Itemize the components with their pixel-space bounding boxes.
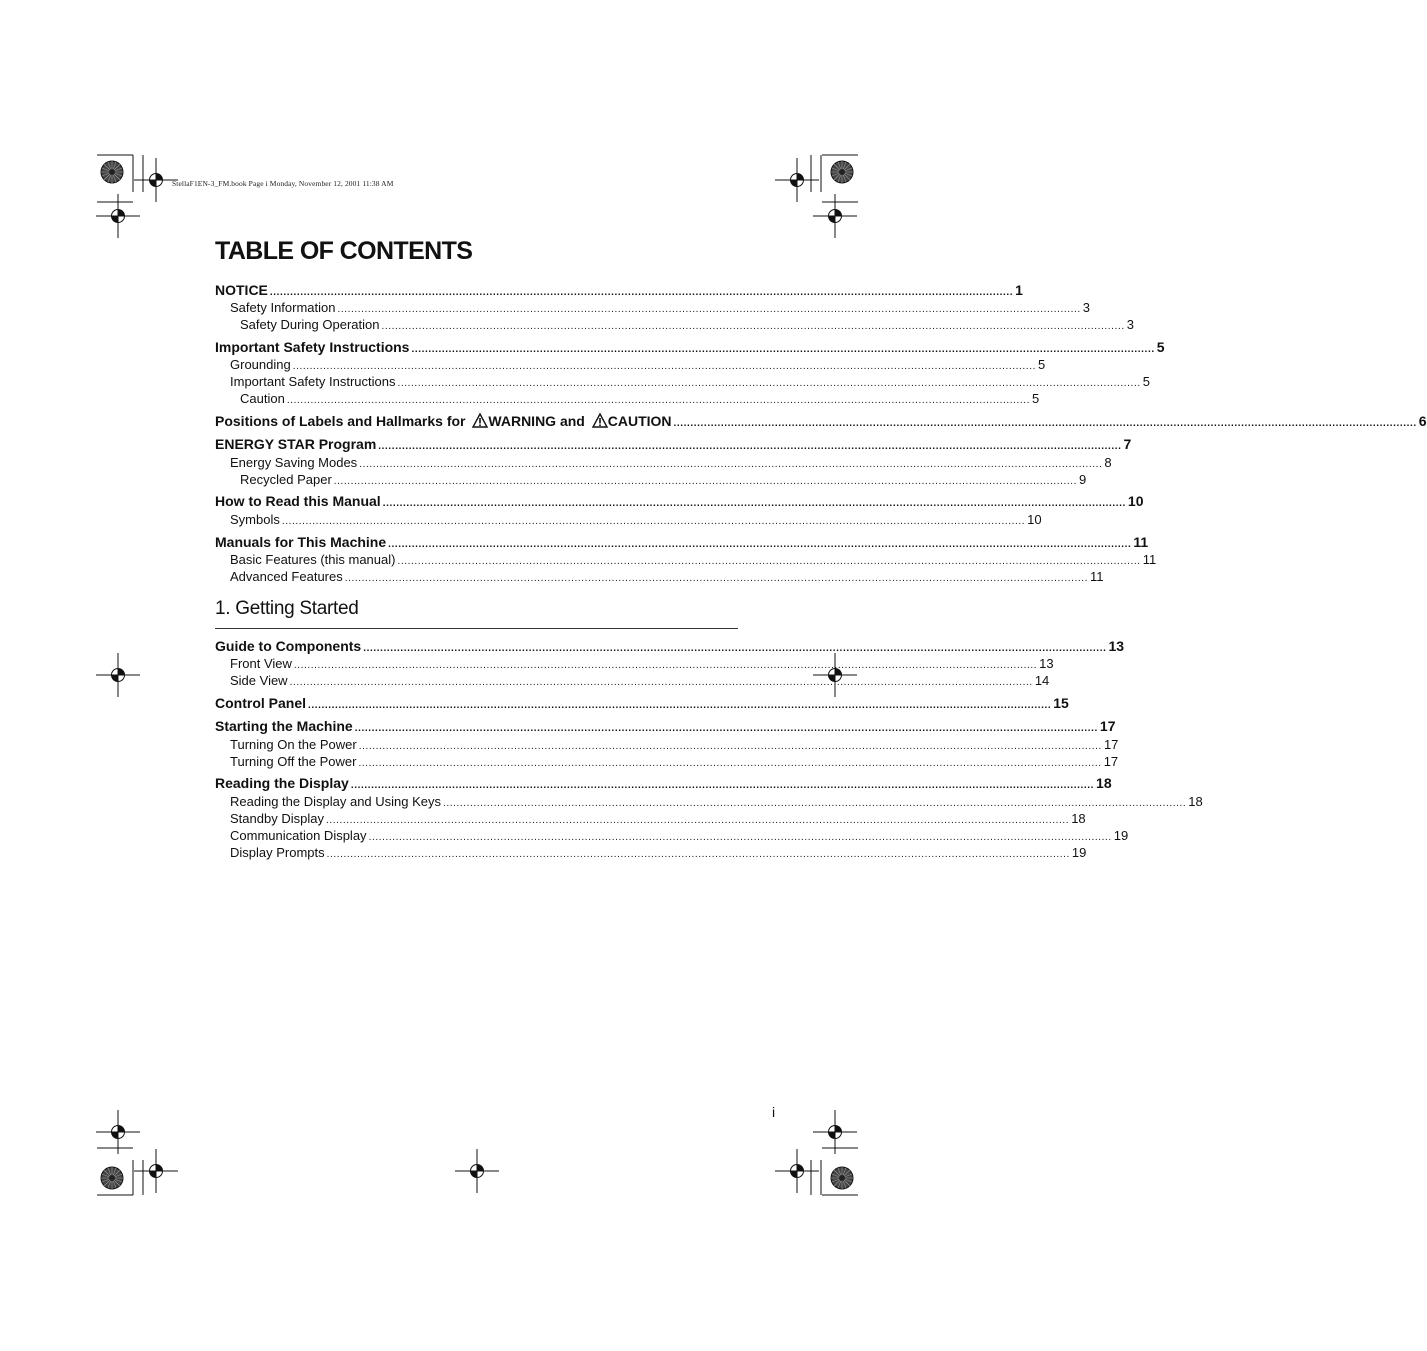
toc-entry-label: Guide to Components [215,638,362,654]
toc-entry-label: ENERGY STAR Program [215,436,377,452]
dot-leader: ............................................................................................................................................................................................................................ [289,677,1033,688]
toc-entry[interactable] [215,493,1144,509]
dot-leader: ............................................................................................................................................................................................................................ [337,304,1081,315]
toc-entry[interactable] [215,794,1203,809]
toc-entry-page: 9 [1079,472,1087,487]
dot-leader: ............................................................................................................................................................................................................................ [350,780,1095,791]
toc-entry[interactable] [215,718,1116,734]
crosshair-registration-icon [96,194,140,238]
dot-leader: ............................................................................................................................................................................................................................ [293,660,1038,671]
toc-entry-label: Caution [240,391,285,406]
toc-entry[interactable] [215,811,1086,826]
toc-entry[interactable] [215,317,1134,332]
crosshair-registration-icon [813,1110,857,1154]
toc-entry-page: 5 [1156,339,1165,355]
radial-color-target-icon [831,161,853,183]
toc-entry[interactable] [215,512,1042,527]
radial-color-target-icon [101,161,123,183]
chapter-heading: 1. Getting Started [215,598,738,629]
crosshair-registration-icon [813,194,857,238]
toc-entry-page: 18 [1188,794,1203,809]
dot-leader: ............................................................................................................................................................................................................................ [281,516,1026,527]
toc-entry-label: Important Safety Instructions [230,374,396,389]
toc-entry[interactable] [215,455,1112,470]
crosshair-registration-icon [134,1149,178,1193]
dot-leader: ............................................................................................................................................................................................................................ [286,395,1031,406]
toc-entry-label [215,413,672,429]
toc-entry-label: Control Panel [215,695,307,711]
toc-entry[interactable] [215,673,1050,688]
crosshair-registration-icon [775,1149,819,1193]
crosshair-registration-icon [96,1110,140,1154]
toc-entry[interactable] [215,656,1054,671]
dot-leader: ............................................................................................................................................................................................................................ [378,441,1122,452]
toc-entry-page: 7 [1123,436,1132,452]
toc-entry-page: 5 [1037,357,1046,372]
toc-entry-page: 3 [1082,300,1090,315]
toc-entry-label-part: WARNING and [488,413,589,429]
dot-leader: ............................................................................................................................................................................................................................ [325,815,1070,826]
toc-entry-page: 11 [1133,534,1149,550]
toc-entry-label: Important Safety Instructions [215,339,410,355]
toc-entry-label-part: Positions of Labels and Hallmarks for [215,413,470,429]
toc-entry-label: Symbols [230,512,280,527]
warning-triangle-icon [472,413,488,428]
toc-entry[interactable] [215,391,1040,406]
toc-entry-page: 8 [1104,455,1112,470]
toc-entry-label: Turning Off the Power [230,754,357,769]
toc-entry[interactable] [215,472,1087,487]
dot-leader: ............................................................................................................................................................................................................................ [368,832,1112,843]
dot-leader: ............................................................................................................................................................................................................................ [363,643,1107,654]
page-title: TABLE OF CONTENTS [215,237,473,265]
toc-entry-page: 5 [1142,374,1150,389]
toc-entry-label: Grounding [230,357,291,372]
toc-entry-page: 14 [1034,673,1050,688]
toc-entry-label: Turning On the Power [230,737,357,752]
toc-entry-page: 18 [1096,775,1112,791]
dot-leader: ............................................................................................................................................................................................................................ [358,758,1102,769]
toc-entry[interactable] [215,552,1157,567]
toc-entry-page: 5 [1032,391,1040,406]
toc-entry-label: Safety During Operation [240,317,380,332]
toc-entry[interactable] [215,754,1119,769]
toc-entry-label: How to Read this Manual [215,493,381,509]
dot-leader: ............................................................................................................................................................................................................................ [381,321,1125,332]
toc-entry[interactable] [215,638,1125,654]
toc-entry-label: Reading the Display [215,775,349,791]
toc-entry-page: 13 [1108,638,1125,654]
toc-entry-label: Communication Display [230,828,367,843]
toc-entry[interactable] [215,357,1046,372]
dot-leader: ............................................................................................................................................................................................................................ [292,361,1036,372]
toc-entry-label: Standby Display [230,811,324,826]
toc-entry[interactable] [215,775,1112,791]
toc-entry-page: 17 [1103,754,1119,769]
toc-entry-page: 15 [1053,695,1069,711]
toc-entry-page: 17 [1099,718,1116,734]
toc-entry-label: Energy Saving Modes [230,455,358,470]
toc-entry[interactable] [215,737,1119,752]
toc-entry-label: Recycled Paper [240,472,332,487]
toc-entry-label: Reading the Display and Using Keys [230,794,442,809]
toc-entry-page: 11 [1089,569,1104,584]
toc-entry[interactable] [215,569,1104,584]
warning-triangle-icon [592,413,608,428]
toc-entry[interactable] [215,695,1069,711]
dot-leader: ............................................................................................................................................................................................................................ [269,287,1014,298]
toc-entry-label: Display Prompts [230,845,325,860]
toc-entry-page: 19 [1071,845,1087,860]
radial-color-target-icon [101,1167,123,1189]
toc-entry-label: Starting the Machine [215,718,353,734]
dot-leader: ............................................................................................................................................................................................................................ [354,723,1098,734]
dot-leader: ............................................................................................................................................................................................................................ [397,556,1141,567]
dot-leader: ............................................................................................................................................................................................................................ [443,798,1187,809]
radial-color-target-icon [831,1167,853,1189]
toc-entry[interactable] [215,374,1150,389]
toc-entry[interactable] [215,828,1129,843]
crosshair-registration-icon [455,1149,499,1193]
toc-entry-page: 10 [1027,512,1042,527]
toc-entry[interactable] [215,339,1165,355]
toc-entry-page: 1 [1015,282,1023,298]
dot-leader: ............................................................................................................................................................................................................................ [411,344,1155,355]
toc-entry-label: Advanced Features [230,569,343,584]
toc-entry-label-part: CAUTION [607,413,672,429]
dot-leader: ............................................................................................................................................................................................................................ [344,573,1088,584]
dot-leader: ............................................................................................................................................................................................................................ [358,741,1102,752]
toc-entry-label: Front View [230,656,292,671]
file-header-line: StellaF1EN-3_FM.book Page i Monday, November 12, 2001 11:38 AM [172,179,394,188]
dot-leader: ............................................................................................................................................................................................................................ [673,418,1417,429]
toc-entry[interactable] [215,436,1132,452]
crosshair-registration-icon [96,653,140,697]
toc-entry[interactable] [215,845,1087,860]
page-number: i [772,1104,776,1120]
toc-entry[interactable] [215,413,1427,429]
toc-entry-label: Manuals for This Machine [215,534,387,550]
toc-entry-page: 3 [1126,317,1134,332]
toc-entry-page: 19 [1113,828,1129,843]
dot-leader: ............................................................................................................................................................................................................................ [308,700,1052,711]
toc-entry-label: Side View [230,673,288,688]
dot-leader: ............................................................................................................................................................................................................................ [359,459,1103,470]
dot-leader: ............................................................................................................................................................................................................................ [326,849,1070,860]
toc-entry-label: Safety Information [230,300,336,315]
toc-entry-label: NOTICE [215,282,268,298]
toc-entry[interactable] [215,300,1090,315]
dot-leader: ............................................................................................................................................................................................................................ [388,539,1132,550]
toc-entry[interactable] [215,534,1149,550]
toc-entry-page: 6 [1418,413,1427,429]
toc-entry-page: 10 [1127,493,1144,509]
toc-entry[interactable] [215,282,1023,298]
toc-entry-label: Basic Features (this manual) [230,552,396,567]
dot-leader: ............................................................................................................................................................................................................................ [333,476,1078,487]
crosshair-registration-icon [775,158,819,202]
toc-entry-page: 13 [1039,656,1054,671]
dot-leader: ............................................................................................................................................................................................................................ [397,378,1141,389]
toc-entry-page: 18 [1071,811,1086,826]
toc-entry-page: 17 [1103,737,1119,752]
dot-leader: ............................................................................................................................................................................................................................ [382,498,1126,509]
toc-entry-page: 11 [1142,552,1157,567]
